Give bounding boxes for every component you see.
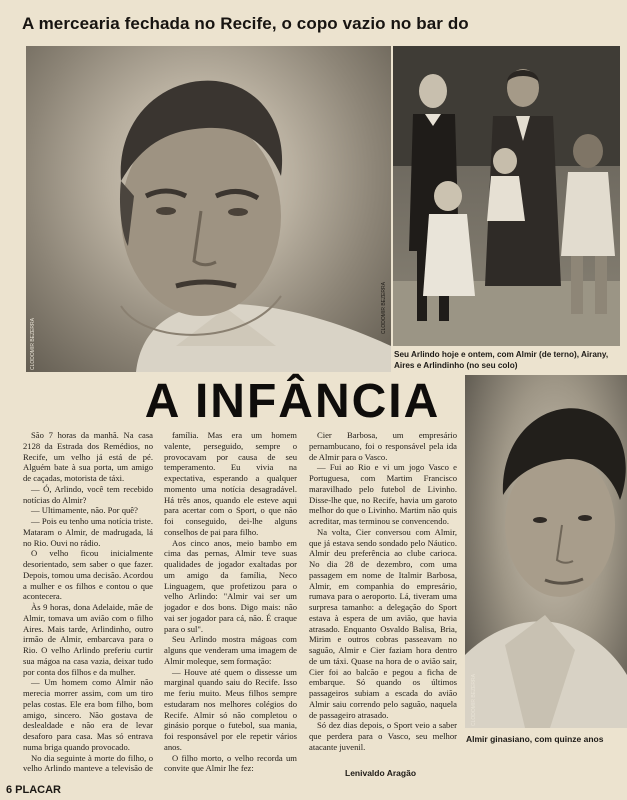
paragraph: O filho morto, o velho recorda um convite que Almir lhe fez:	[164, 752, 297, 774]
portrait-illustration	[26, 46, 391, 372]
portrait-photo-arlindo	[26, 46, 391, 372]
paragraph: — Um homem como Almir não merecia morrer assim, com um tiro pelas costas. Ele era bom filho, bom amigo, sincero. Não gostava de deslealdade e não era de levar desaforo para casa. Mas só entrava numa briga quando provocado.	[23, 677, 153, 752]
headline: A mercearia fechada no Recife, o copo vazio no bar do	[22, 14, 469, 33]
paragraph: — Ó, Arlindo, você tem recebido notícias do Almir?	[23, 483, 153, 505]
paragraph: No dia seguinte à morte do filho, o velho Arlindo manteve a televisão de	[23, 752, 153, 774]
article-column-3	[309, 430, 457, 766]
paragraph: Cier Barbosa, um empresário pernambucano, foi o responsável pela ida de Almir para o Vasco.	[309, 430, 457, 462]
paragraph: Seu Arlindo mostra mágoas com alguns que venderam uma imagem de Almir moleque, sem formação:	[164, 634, 297, 666]
photo-caption-boy: Almir ginasiano, com quinze anos	[466, 734, 604, 744]
page-footer: 6 PLACAR	[6, 784, 62, 796]
boy-portrait-photo	[465, 375, 627, 728]
paragraph: — Houve até quem o dissesse um marginal quando saiu do Recife. Isso me feriu muito. Meus filhos sempre estudaram nos melhores colégios do Recife. Almir só não completou o ginásio porque o futebol, sua mania, foi responsável por ele repetir vários anos.	[164, 666, 297, 752]
paragraph: — Fui ao Rio e vi um jogo Vasco e Portuguesa, com Martim Francisco maravilhado pelo futebol de Livinho. Disse-lhe que, no Recife, havia um garoto melhor do que o Livinho. Martim não quis acreditar, mas terminou se convencendo.	[309, 462, 457, 526]
author-byline: Lenivaldo Aragão	[345, 768, 417, 778]
paragraph: — Ultimamente, não. Por quê?	[31, 505, 138, 516]
boy-illustration	[465, 375, 627, 728]
photo-credit: CLODOMIR BEZERRA	[471, 674, 477, 726]
paragraph: Às 9 horas, dona Adelaide, mãe de Almir, tomava um avião com o filho Aires. Mais tarde, Arlindinho, outro irmão de Almir, embarcava para o Rio. O velho Arlindo preferiu curtir sua mágoa na casa vazia, deixar tudo por conta dos filhos e da mulher.	[23, 602, 153, 677]
photo-credit: CLODOMIR BEZERRA	[381, 282, 387, 334]
article-title: A INFÂNCIA	[144, 375, 441, 428]
family-illustration	[393, 46, 620, 346]
article-column-1	[23, 430, 153, 774]
family-photo	[393, 46, 620, 346]
photo-credit: CLODOMIR BEZERRA	[30, 318, 36, 370]
photo-caption-family: Seu Arlindo hoje e ontem, com Almir (de terno), Airany, Aires e Arlindinho (no seu colo)	[394, 350, 609, 370]
paragraph: São 7 horas da manhã. Na casa 2128 da Estrada dos Remédios, no Recife, um velho já está de pé. Alguém bate à sua porta, um amigo de caçadas, motorista de táxi.	[23, 430, 153, 483]
paragraph: Só dez dias depois, o Sport veio a saber que perdera para o Vasco, seu melhor atacante juvenil.	[309, 720, 457, 752]
paragraph: O velho ficou inicialmente desorientado, sem saber o que fazer. Depois, tomou uma decisão. Acordou a mulher e os filhos e contou o que acontecera.	[23, 548, 153, 602]
paragraph: Aos cinco anos, meio bambo em cima das pernas, Almir teve suas qualidades de jogador exaltadas por um amigo da família, Neco Linguagem, que profetizou para o velho Arlindo: "Almir vai ser um jogador e dos bons. Digo mais: não vai ser jogador para cá, não. É craque para o sul".	[164, 537, 297, 634]
paragraph: — Pois eu tenho uma notícia triste. Mataram o Almir, de madrugada, lá no Rio. Ouvi no rádio.	[23, 516, 153, 548]
article-column-2	[164, 430, 297, 774]
paragraph: Na volta, Cier conversou com Almir, que já estava sendo sondado pelo Náutico. Almir deu preferência ao clube carioca. No dia 28 de dezembro, com uma passagem em nome de Italmir Barbosa, Almir, em companhia do empresário, rumava para o aeroporto. Lá, tiveram uma surpresa tamanho: a delegação do Sport estava à espera de um avião, que havia atrasado. Enquanto Osvaldo Balisa, Bria, Mirim e outros cobras passeavam no saguão, Almir e Cier faziam hora dentro de um táxi. Quase na hora de o avião sair, Cier foi ao balcão e pegou a ficha de embarque. Só quando os últimos passageiros subiam a escada do avião Almir saiu correndo pelo saguão, naquela de passageiro atrasado.	[309, 526, 457, 720]
paragraph: família. Mas era um homem valente, perseguido, sempre o provocavam por causa de seu temperamento. Eu vivia na expectativa, esperando a qualquer momento uma notícia desagradável. Há três anos, quando ele esteve aqui para acertar com o Sport, o que não foi conseguido, dei-lhe alguns conselhos de pai para filho.	[164, 430, 297, 537]
